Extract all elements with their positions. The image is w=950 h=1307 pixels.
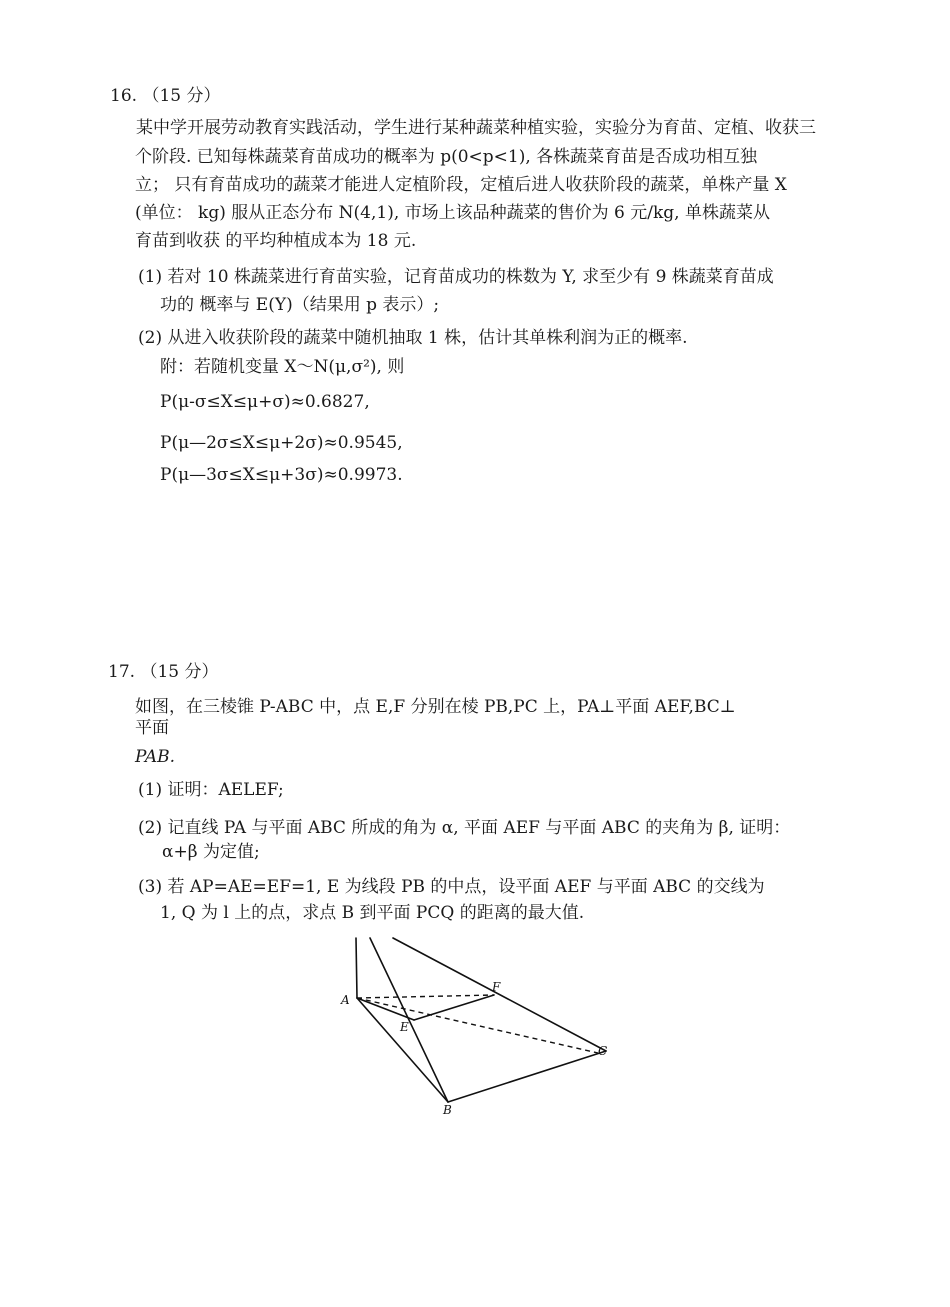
q17-stem-line-1: 如图，在三棱锥 P-ABC 中，点 E,F 分别在棱 PB,PC 上，PA⊥平面 AEF,BC⊥ xyxy=(135,697,736,717)
q16-note: 附：若随机变量 X～N(μ,σ²), 则 xyxy=(160,357,405,377)
q16-stem-line-4: (单位： kg) 服从正态分布 N(4,1), 市场上该品种蔬菜的售价为 6 元/kg, 单株蔬菜从 xyxy=(135,203,770,223)
edge-AC-dashed xyxy=(357,998,598,1053)
q16-formula-1: P(μ-σ≤X≤μ+σ)≈0.6827, xyxy=(160,392,370,412)
q17-stem-line-3: PAB. xyxy=(135,747,176,767)
edge-EF xyxy=(414,995,494,1020)
q16-stem-line-3: 立； 只有育苗成功的蔬菜才能进人定植阶段，定植后进人收获阶段的蔬菜，单株产量 X xyxy=(135,175,787,195)
q17-part3-line-1: (3) 若 AP=AE=EF=1, E 为线段 PB 的中点，设平面 AEF 与平面 ABC 的交线为 xyxy=(138,877,765,897)
label-C: C xyxy=(598,1044,608,1058)
edge-P-to-C xyxy=(393,938,606,1051)
q17-part2-line-2: α+β 为定值; xyxy=(162,842,260,862)
q17-header: 17. （15 分） xyxy=(108,662,219,682)
q16-header: 16. （15 分） xyxy=(110,86,221,106)
edge-AF-dashed xyxy=(357,995,494,998)
label-F: F xyxy=(492,980,501,994)
q17-part1: (1) 证明：AELEF; xyxy=(138,780,284,800)
q16-stem-line-1: 某中学开展劳动教育实践活动，学生进行某种蔬菜种植实验，实验分为育苗、定植、收获三 xyxy=(136,118,816,138)
q16-stem-line-2: 个阶段. 已知每株蔬菜育苗成功的概率为 p(0<p<1), 各株蔬菜育苗是否成功相互独 xyxy=(135,147,758,167)
q17-stem-line-2: 平面 xyxy=(135,718,169,738)
q16-formula-3: P(μ—3σ≤X≤μ+3σ)≈0.9973. xyxy=(160,465,403,485)
label-A: A xyxy=(341,993,350,1007)
edge-BC xyxy=(448,1051,606,1102)
q16-part1-line-1: (1) 若对 10 株蔬菜进行育苗实验，记育苗成功的株数为 Y, 求至少有 9 株蔬菜育苗成 xyxy=(138,267,774,287)
q16-part2: (2) 从进入收获阶段的蔬菜中随机抽取 1 株，估计其单株利润为正的概率. xyxy=(138,328,688,348)
edge-P-to-B xyxy=(370,938,448,1102)
q17-part2-line-1: (2) 记直线 PA 与平面 ABC 所成的角为 α, 平面 AEF 与平面 ABC 的夹角为 β, 证明： xyxy=(138,818,791,838)
pyramid-diagram xyxy=(330,935,630,1115)
q16-part1-line-2: 功的 概率与 E(Y)（结果用 p 表示）; xyxy=(160,295,440,315)
edge-PA xyxy=(356,938,357,998)
q16-formula-2: P(μ—2σ≤X≤μ+2σ)≈0.9545, xyxy=(160,433,403,453)
q16-stem-line-5: 育苗到收获 的平均种植成本为 18 元. xyxy=(135,231,417,251)
q17-part3-line-2: 1, Q 为 l 上的点，求点 B 到平面 PCQ 的距离的最大值. xyxy=(160,903,585,923)
label-E: E xyxy=(400,1020,409,1034)
label-B: B xyxy=(443,1103,452,1115)
